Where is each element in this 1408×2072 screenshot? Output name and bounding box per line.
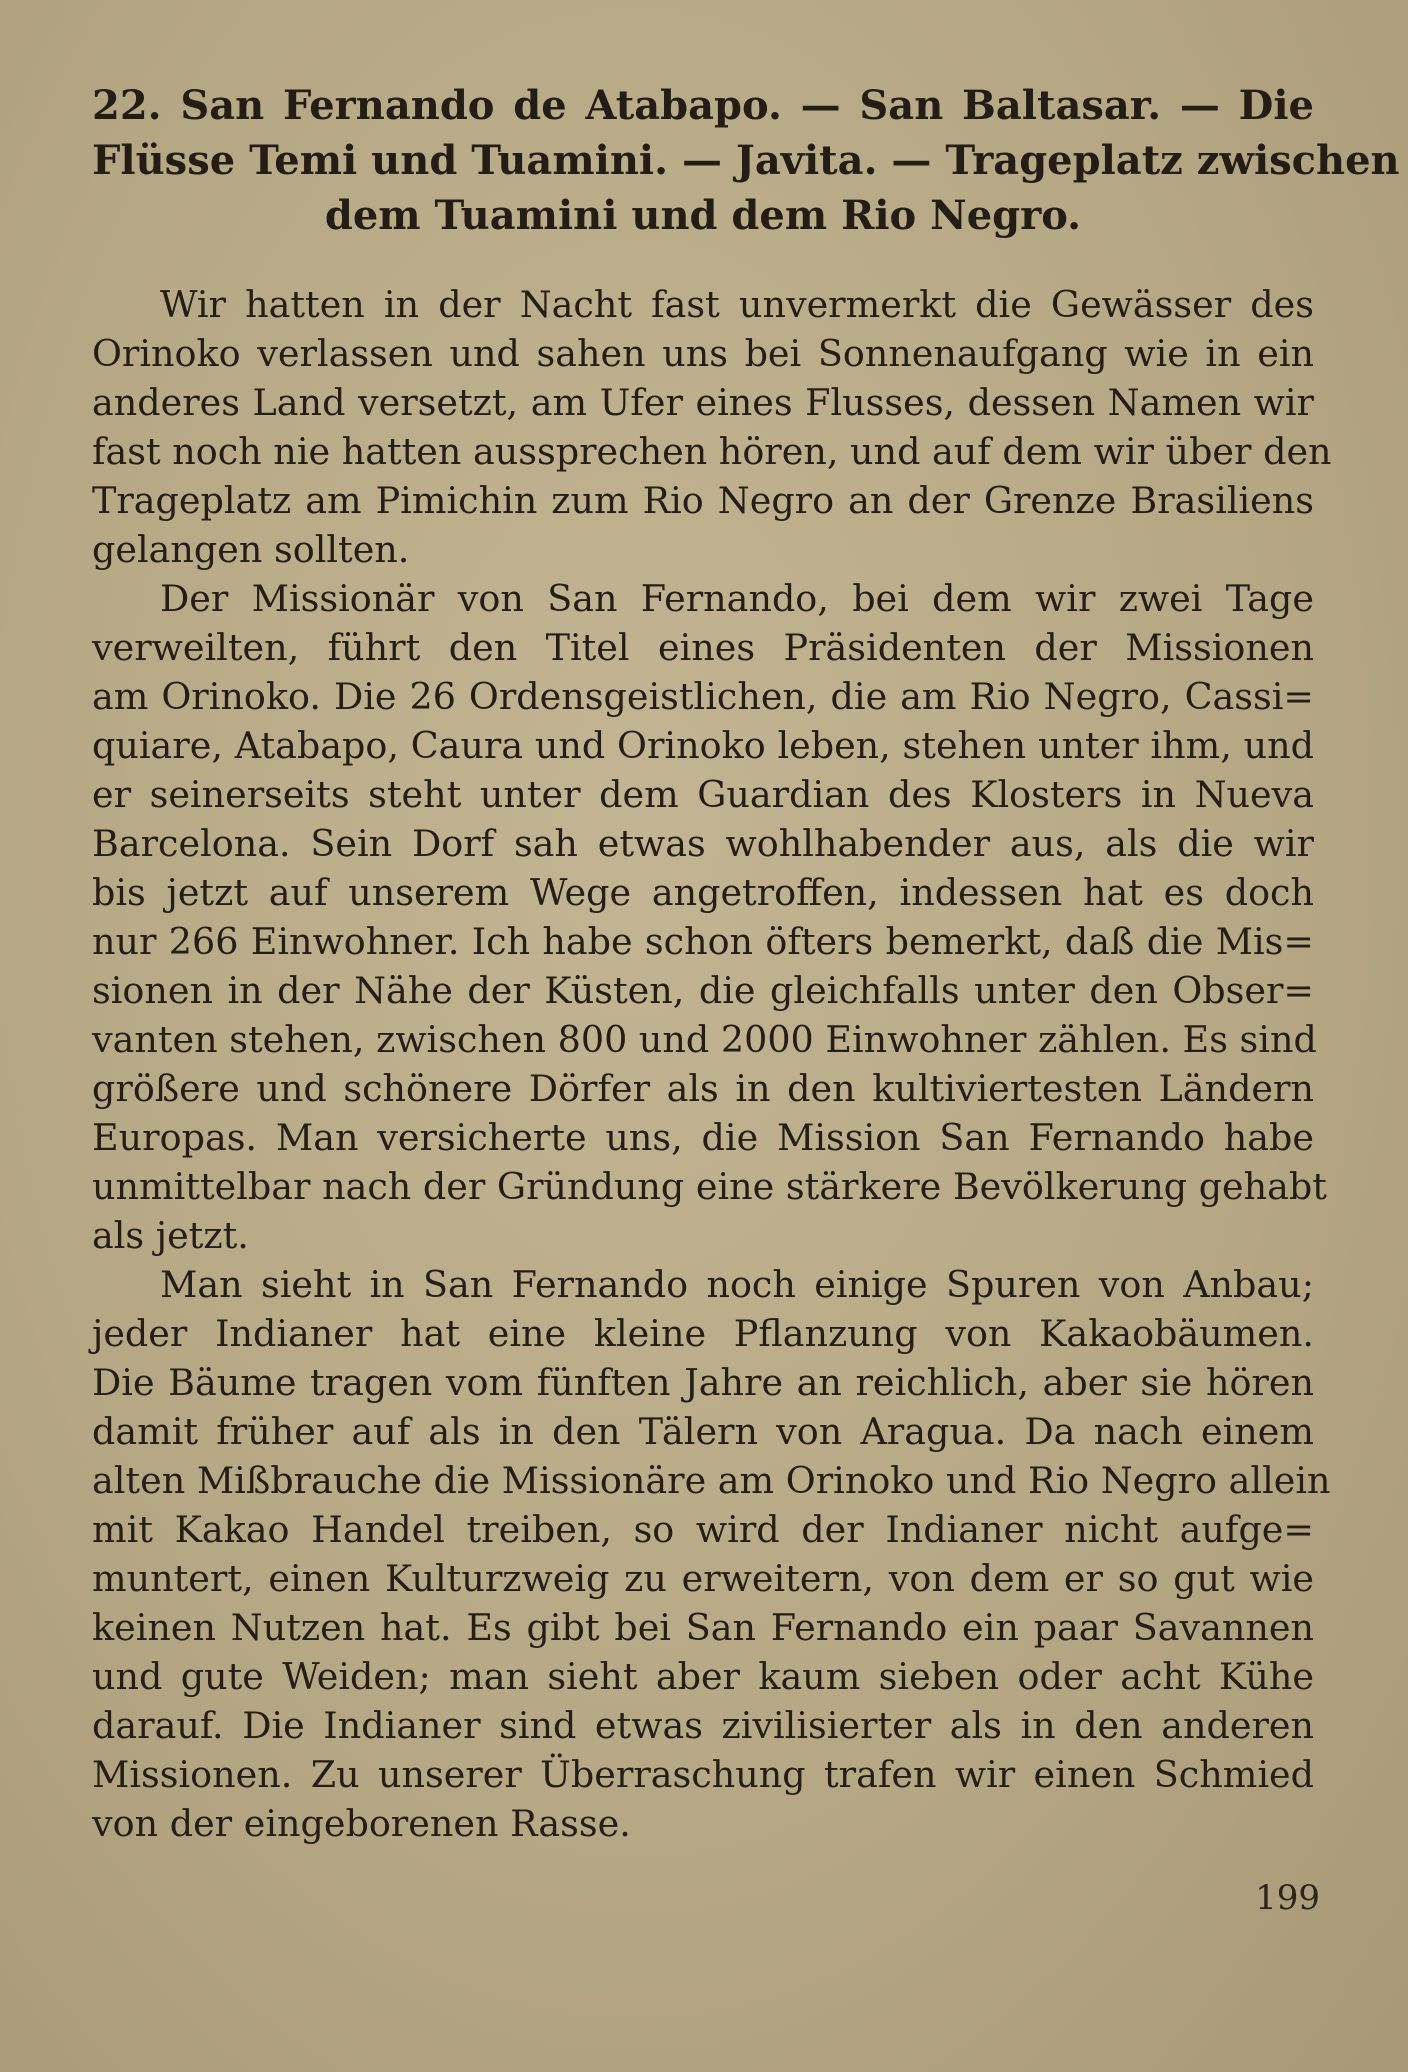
heading-line: dem Tuamini und dem Rio Negro. bbox=[324, 192, 1082, 239]
text-line: verweilten, führt den Titel eines Präsidenten der Missionen bbox=[92, 626, 1314, 669]
text-line: Die Bäume tragen vom fünften Jahre an reichlich, aber sie hören bbox=[92, 1361, 1314, 1404]
text-line: Missionen. Zu unserer Überraschung trafen wir einen Schmied bbox=[92, 1753, 1314, 1796]
text-line: größere und schönere Dörfer als in den kultiviertesten Ländern bbox=[92, 1067, 1314, 1110]
text-line: vanten stehen, zwischen 800 und 2000 Einwohner zählen. Es sind bbox=[92, 1018, 1317, 1061]
text-line: bis jetzt auf unserem Wege angetroffen, indessen hat es doch bbox=[92, 871, 1314, 914]
chapter-heading bbox=[92, 78, 1400, 243]
text-line: Trageplatz am Pimichin zum Rio Negro an der Grenze Brasiliens bbox=[92, 479, 1314, 522]
text-line: unmittelbar nach der Gründung eine stärkere Bevölkerung gehabt bbox=[92, 1165, 1327, 1208]
page-number: 199 bbox=[1255, 1878, 1320, 1918]
text-line: quiare, Atabapo, Caura und Orinoko leben, stehen unter ihm, und bbox=[92, 724, 1314, 767]
text-line: und gute Weiden; man sieht aber kaum sieben oder acht Kühe bbox=[92, 1655, 1314, 1698]
text-line: von der eingeborenen Rasse. bbox=[92, 1802, 631, 1845]
text-line: er seinerseits steht unter dem Guardian des Klosters in Nueva bbox=[92, 773, 1314, 816]
text-line: darauf. Die Indianer sind etwas zivilisierter als in den anderen bbox=[92, 1704, 1314, 1747]
text-line: Europas. Man versicherte uns, die Mission San Fernando habe bbox=[92, 1116, 1314, 1159]
text-line: mit Kakao Handel treiben, so wird der Indianer nicht aufge= bbox=[92, 1508, 1314, 1551]
text-line: muntert, einen Kulturzweig zu erweitern, von dem er so gut wie bbox=[92, 1557, 1314, 1600]
paragraph-1 bbox=[92, 280, 1332, 574]
text-line: jeder Indianer hat eine kleine Pflanzung von Kakaobäumen. bbox=[92, 1312, 1314, 1355]
text-line: alten Mißbrauche die Missionäre am Orinoko und Rio Negro allein bbox=[92, 1459, 1331, 1502]
text-line: Barcelona. Sein Dorf sah etwas wohlhabender aus, als die wir bbox=[92, 822, 1314, 865]
text-line: als jetzt. bbox=[92, 1214, 249, 1257]
text-line: Orinoko verlassen und sahen uns bei Sonnenaufgang wie in ein bbox=[92, 332, 1314, 375]
text-line: gelangen sollten. bbox=[92, 528, 410, 571]
text-line: am Orinoko. Die 26 Ordensgeistlichen, die am Rio Negro, Cassi= bbox=[92, 675, 1314, 718]
text-line: Der Missionär von San Fernando, bei dem wir zwei Tage bbox=[160, 577, 1314, 620]
paragraph-2 bbox=[92, 574, 1327, 1260]
heading-line: 22. San Fernando de Atabapo. — San Baltasar. — Die bbox=[92, 82, 1314, 129]
text-line: keinen Nutzen hat. Es gibt bei San Fernando ein paar Savannen bbox=[92, 1606, 1314, 1649]
text-line: anderes Land versetzt, am Ufer eines Flusses, dessen Namen wir bbox=[92, 381, 1314, 424]
paragraph-3 bbox=[92, 1260, 1331, 1848]
text-line: Wir hatten in der Nacht fast unvermerkt die Gewässer des bbox=[160, 283, 1314, 326]
text-line: fast noch nie hatten aussprechen hören, und auf dem wir über den bbox=[92, 430, 1332, 473]
text-line: nur 266 Einwohner. Ich habe schon öfters bemerkt, daß die Mis= bbox=[92, 920, 1314, 963]
text-line: Man sieht in San Fernando noch einige Spuren von Anbau; bbox=[160, 1263, 1314, 1306]
heading-line: Flüsse Temi und Tuamini. — Javita. — Trageplatz zwischen bbox=[92, 137, 1400, 184]
text-line: damit früher auf als in den Tälern von Aragua. Da nach einem bbox=[92, 1410, 1314, 1453]
text-line: sionen in der Nähe der Küsten, die gleichfalls unter den Obser= bbox=[92, 969, 1314, 1012]
body-text bbox=[92, 280, 1332, 1848]
